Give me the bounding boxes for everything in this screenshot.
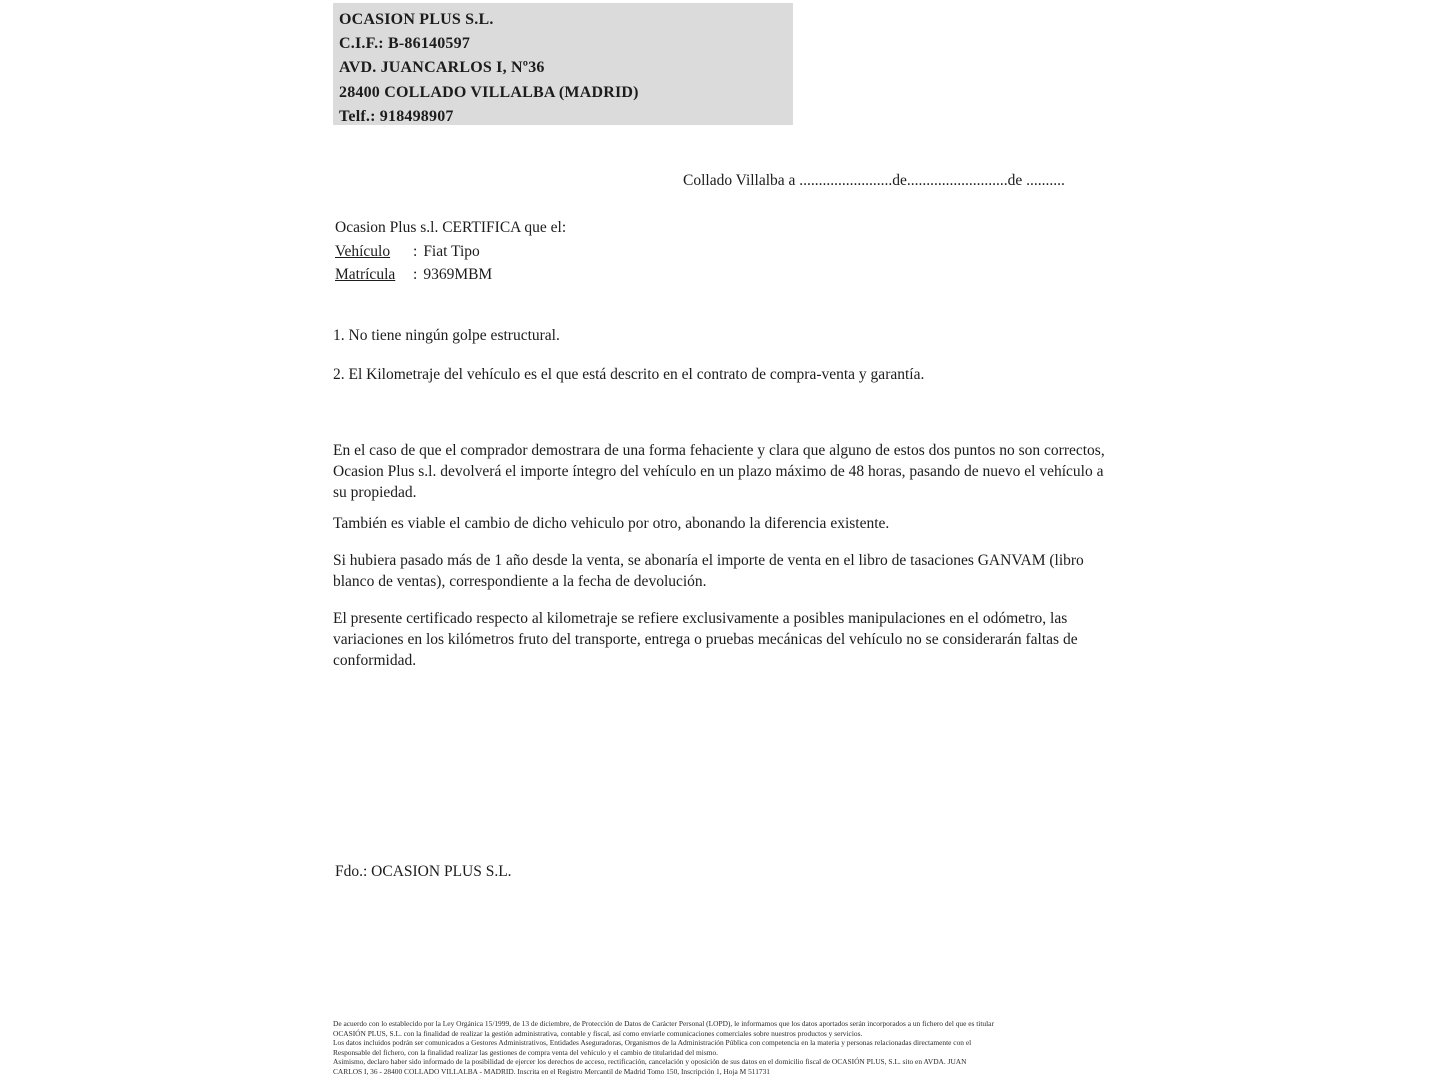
vehicle-label: Vehículo [335, 242, 391, 260]
vehicle-field [335, 240, 566, 264]
legal-footer [333, 1019, 1123, 1076]
vehicle-value: Fiat Tipo [423, 242, 480, 260]
legal-footer-line: Responsable del fichero, con la finalidad realizar las gestiones de compra venta del vehículo y el cambio de titularidad del mismo. [333, 1047, 719, 1057]
company-address: AVD. JUANCARLOS I, Nº36 [339, 59, 545, 77]
plate-separator: : [413, 266, 418, 284]
paragraph-vehicle-exchange: También es viable el cambio de dicho vehiculo por otro, abonando la diferencia existente. [333, 515, 890, 532]
legal-footer-line: Los datos incluidos podrán ser comunicados a Gestores Administrativos, Entidades Aseguradoras, Organismos de la Administración Pública con competencia en la materia y personas relacionadas directamente con el [333, 1038, 972, 1048]
legal-footer-line: De acuerdo con lo establecido por la Ley Orgánica 15/1999, de 13 de diciembre, de Protección de Datos de Carácter Personal (LOPD), le informamos que los datos aportados serán incorporados a un fichero del que es titular [333, 1019, 994, 1028]
numbered-point-1: 1. No tiene ningún golpe estructural. [333, 327, 560, 344]
plate-label: Matrícula [335, 266, 396, 284]
date-line: Collado Villalba a ........................de..........................de .......... [683, 172, 1065, 189]
paragraph-ganvam-valuation: Si hubiera pasado más de 1 año desde la venta, se abonaría el importe de venta en el libro de tasaciones GANVAM (libro blanco de ventas), correspondiente a la fecha de devolución. [333, 552, 1084, 590]
company-header-box [333, 3, 793, 125]
numbered-point-2: 2. El Kilometraje del vehículo es el que está descrito en el contrato de compra-venta y garantía. [333, 366, 925, 383]
company-city: 28400 COLLADO VILLALBA (MADRID) [339, 83, 639, 101]
company-cif: C.I.F.: B-86140597 [339, 35, 471, 53]
vehicle-separator: : [413, 242, 418, 260]
paragraph-refund-conditions: En el caso de que el comprador demostrara de una forma fehaciente y clara que alguno de estos dos puntos no son correctos, Ocasion Plus s.l. devolverá el importe íntegro del vehículo en un plazo máximo de 48 horas, pasando de nuevo el vehículo a su propiedad. [333, 442, 1105, 501]
legal-footer-line: OCASIÓN PLUS, S.L. con la finalidad de realizar la gestión administrativa, contable y fiscal, así como enviarle comunicaciones comerciales sobre nuestros productos y servicios. [333, 1028, 863, 1038]
company-name: OCASION PLUS S.L. [339, 11, 494, 28]
plate-field [335, 263, 566, 287]
paragraph-odometer-disclaimer: El presente certificado respecto al kilometraje se refiere exclusivamente a posibles manipulaciones en el odómetro, las variaciones en los kilómetros fruto del transporte, entrega o pruebas mecánicas del vehículo no se considerarán faltas de conformidad. [333, 610, 1078, 669]
legal-footer-line: Asimismo, declaro haber sido informado de la posibilidad de ejercer los derechos de acceso, rectificación, cancelación y oposición de sus datos en el domicilio fiscal de OCASIÓN PLUS, S.L. sito en AVDA. JUAN [333, 1057, 967, 1067]
certify-intro: Ocasion Plus s.l. CERTIFICA que el: [335, 219, 567, 236]
plate-value: 9369MBM [423, 266, 493, 284]
certify-block [335, 216, 566, 287]
legal-footer-line: CARLOS I, 36 - 28400 COLLADO VILLALBA - MADRID. Inscrita en el Registro Mercantil de Madrid Tomo 150, Inscripción 1, Hoja M 511731 [333, 1066, 770, 1076]
signature-line: Fdo.: OCASION PLUS S.L. [335, 863, 512, 880]
company-phone: Telf.: 918498907 [339, 107, 454, 125]
